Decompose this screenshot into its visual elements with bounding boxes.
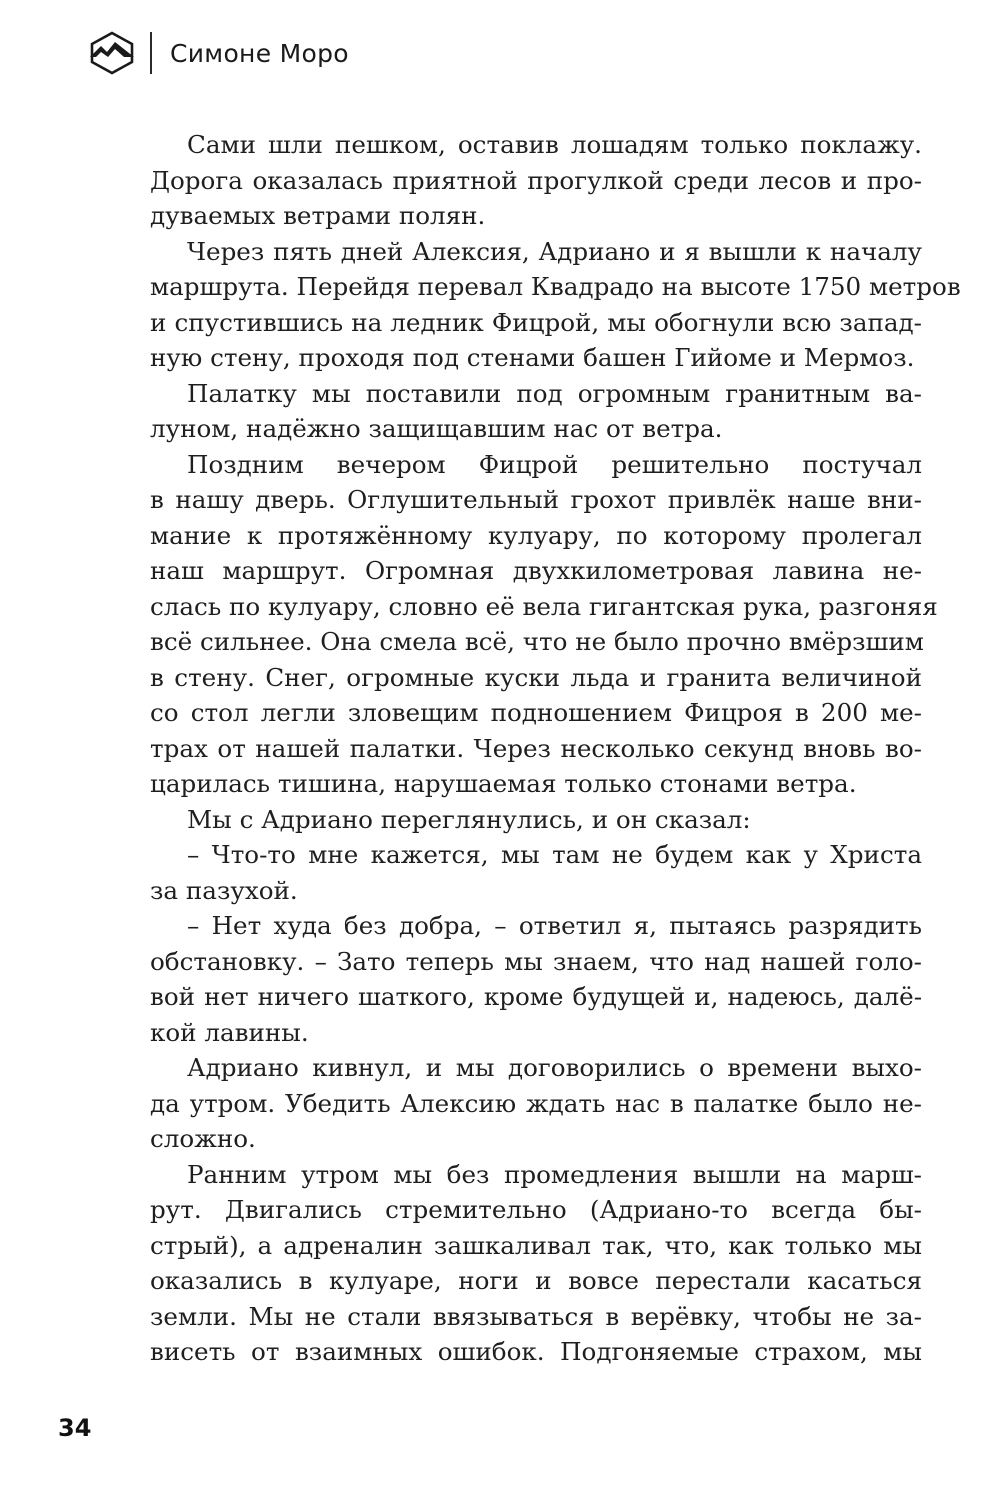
text-line: Дорога оказалась приятной прогулкой среди лесов и про-	[150, 165, 922, 195]
text-line: в нашу дверь. Оглушительный грохот привлёк наше вни-	[150, 485, 922, 514]
text-line: со стол легли зловещим подношением Фицроя в 200 ме-	[150, 698, 922, 727]
text-line: Сами шли пешком, оставив лошадям только поклажу.	[187, 130, 922, 159]
text-line: рут. Двигались стремительно (Адриано-то всегда бы-	[150, 1195, 922, 1224]
text-line: сложно.	[150, 1124, 256, 1153]
text-line: – Нет худа без добра, – ответил я, пытаясь разрядить	[187, 911, 922, 940]
body-text	[150, 127, 961, 1370]
paragraph	[150, 802, 922, 838]
text-line: в стену. Снег, огромные куски льда и гранита величиной	[150, 662, 922, 692]
text-line: – Что-то мне кажется, мы там не будем как у Христа	[187, 840, 922, 869]
paragraph	[150, 1050, 922, 1157]
text-line: висеть от взаимных ошибок. Подгоняемые страхом, мы	[150, 1337, 922, 1366]
paragraph	[150, 234, 961, 376]
text-line: и спустившись на ледник Фицрой, мы обогнули всю запад-	[150, 307, 922, 337]
paragraph	[150, 376, 922, 447]
paragraph	[150, 127, 922, 234]
mountain-logo-icon	[88, 31, 136, 75]
paragraph	[150, 1157, 922, 1370]
text-line: обстановку. – Зато теперь мы знаем, что над нашей голо-	[150, 946, 922, 976]
text-line: маршрута. Перейдя перевал Квадрадо на высоте 1750 метров	[150, 272, 961, 301]
text-line: Ранним утром мы без промедления вышли на марш-	[187, 1159, 922, 1189]
author-name: Симоне Моро	[170, 38, 349, 68]
text-line: наш маршрут. Огромная двухкилометровая лавина не-	[150, 556, 922, 585]
paragraph	[150, 908, 922, 1050]
text-line: Поздним вечером Фицрой решительно постучал	[187, 449, 922, 479]
running-header	[88, 28, 349, 78]
text-line: за пазухой.	[150, 875, 298, 905]
paragraph	[150, 837, 922, 908]
text-line: кой лавины.	[150, 1017, 309, 1047]
text-line: мание к протяжённому кулуару, по которому пролегал	[150, 520, 922, 550]
text-line: слась по кулуару, словно её вела гигантская рука, разгоняя	[150, 591, 938, 621]
text-line: всё сильнее. Она смела всё, что не было прочно вмёрзшим	[150, 627, 924, 656]
text-line: да утром. Убедить Алексию ждать нас в палатке было не-	[150, 1088, 922, 1118]
text-line: земли. Мы не стали ввязываться в верёвку, чтобы не за-	[150, 1301, 922, 1331]
text-line: дуваемых ветрами полян.	[150, 201, 486, 230]
text-line: Палатку мы поставили под огромным гранитным ва-	[187, 378, 922, 408]
header-divider	[150, 32, 152, 74]
text-line: ную стену, проходя под стенами башен Гийоме и Мермоз.	[150, 343, 915, 372]
paragraph	[150, 447, 938, 802]
text-line: вой нет ничего шаткого, кроме будущей и, надеюсь, далё-	[150, 982, 922, 1011]
text-line: трах от нашей палатки. Через несколько секунд вновь во-	[150, 733, 922, 763]
text-line: Адриано кивнул, и мы договорились о времени выхо-	[187, 1053, 922, 1082]
text-line: стрый), а адреналин зашкаливал так, что, как только мы	[150, 1230, 922, 1260]
text-line: луном, надёжно защищавшим нас от ветра.	[150, 414, 723, 443]
text-line: оказались в кулуаре, ноги и вовсе перестали касаться	[150, 1266, 922, 1295]
text-line: Мы с Адриано переглянулись, и он сказал:	[187, 804, 751, 834]
page-number: 34	[58, 1414, 92, 1442]
text-line: царилась тишина, нарушаемая только стонами ветра.	[150, 769, 857, 798]
text-line: Через пять дней Алексия, Адриано и я вышли к началу	[187, 236, 922, 266]
